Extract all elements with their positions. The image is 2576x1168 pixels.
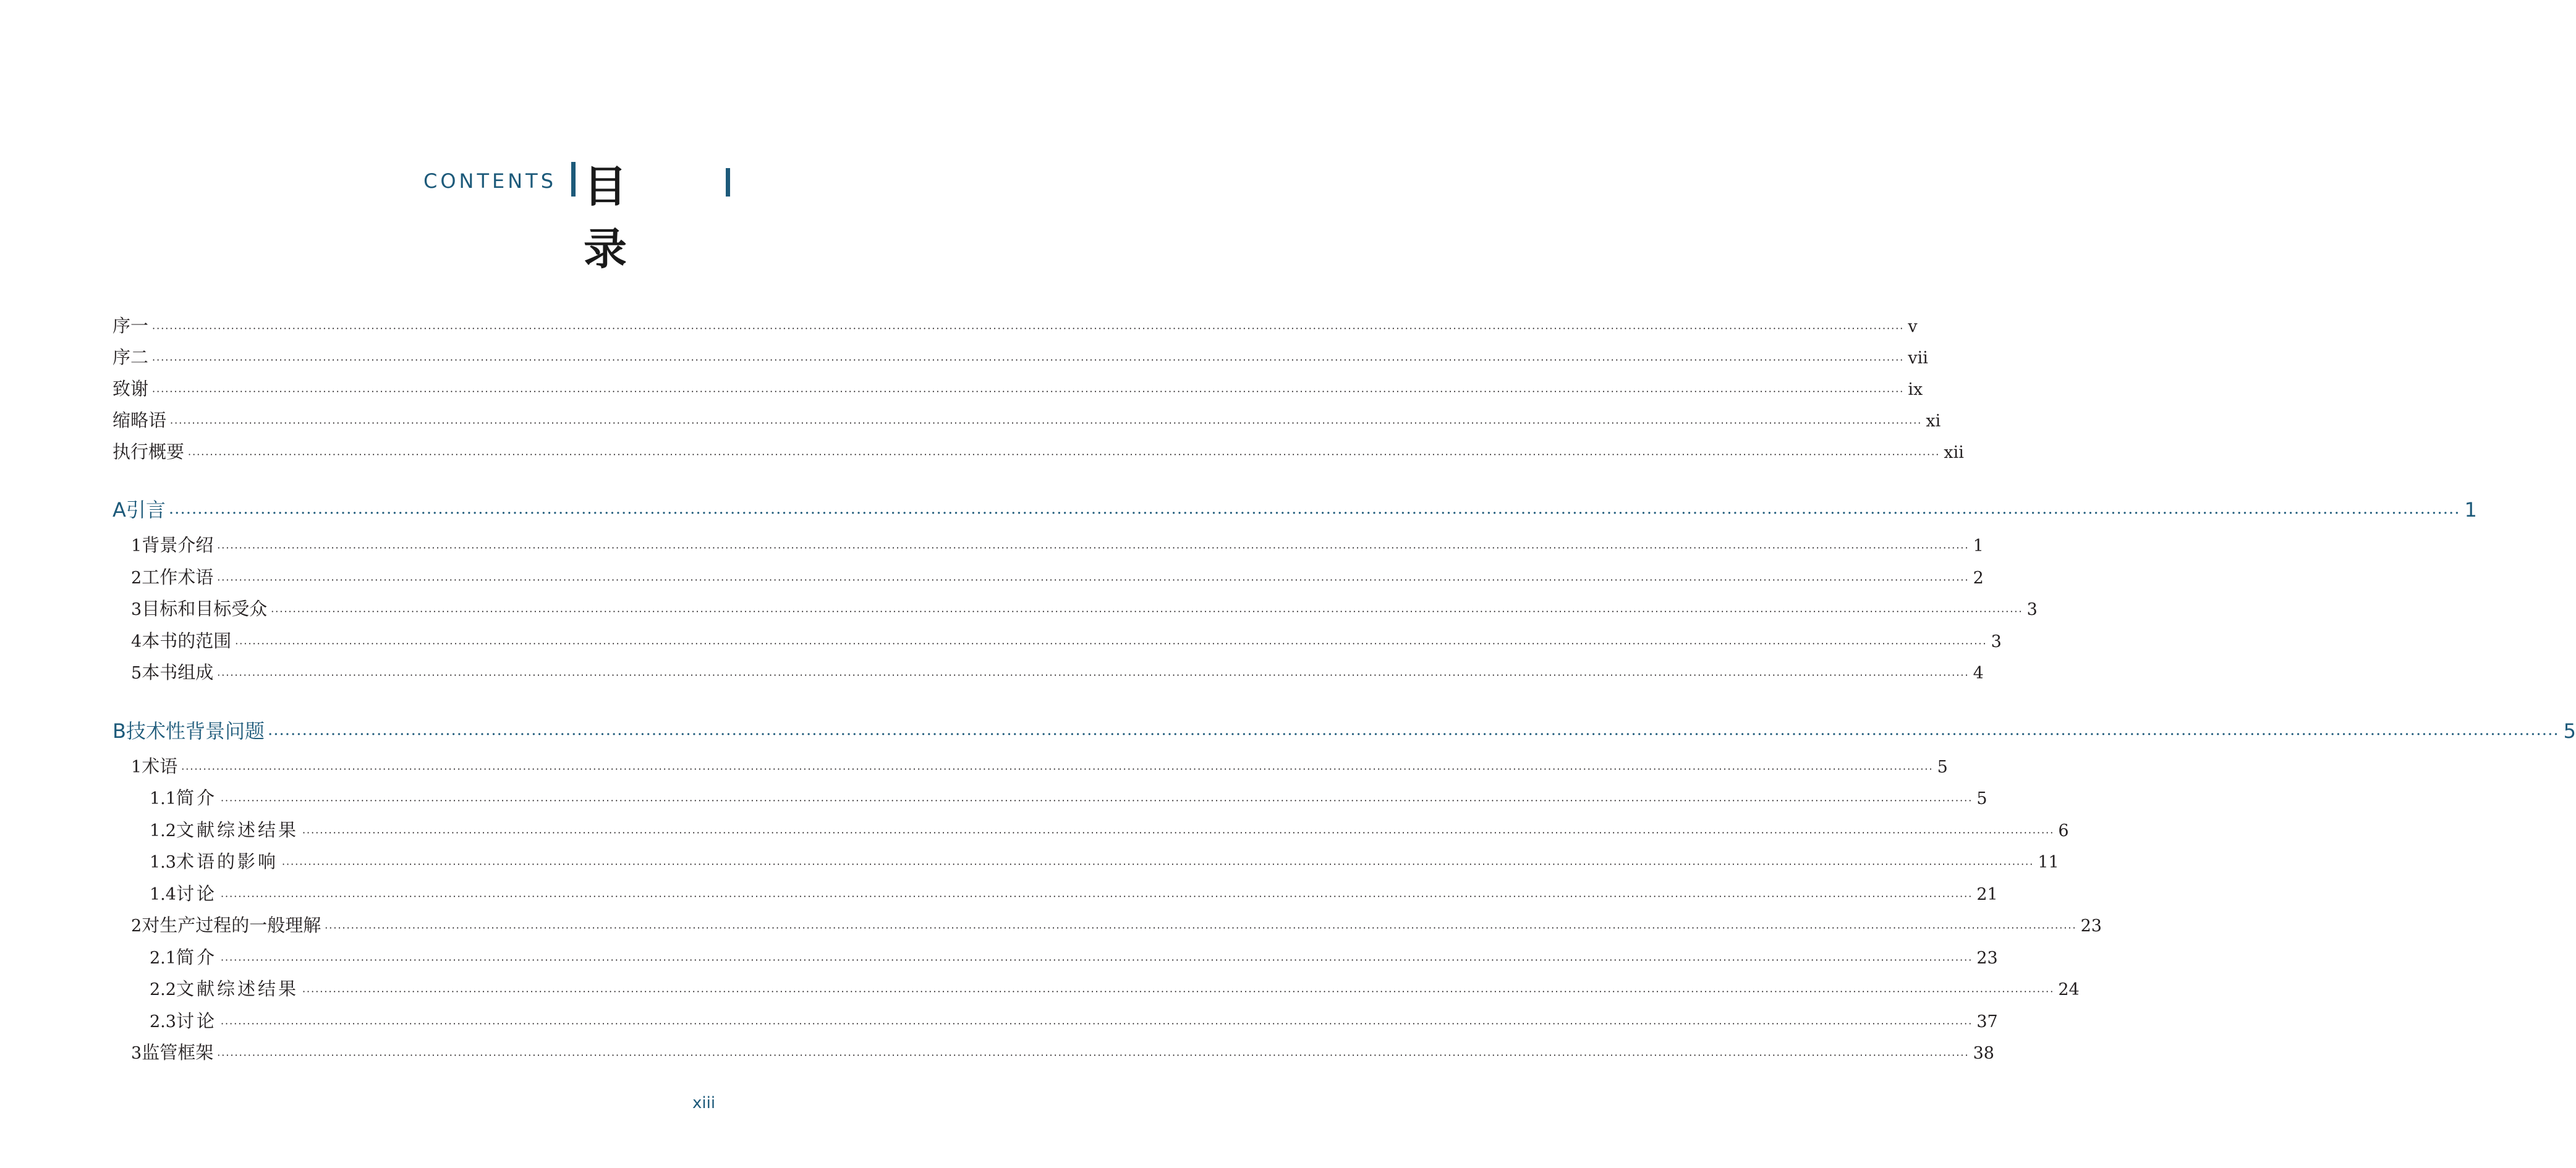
chapter-page: 3 (2026, 600, 2038, 619)
chapter-number: 2 (131, 568, 142, 588)
dot-leader: ················································································································································································································································································································································································································ (220, 890, 1973, 902)
toc-chapter-entry[interactable] (113, 595, 2038, 626)
dot-leader: ················································································································································································································································································································································································································ (152, 386, 1905, 397)
subsection-number: 2.2 (150, 980, 176, 999)
dot-leader: ················································································································································································································································································································································································································ (181, 763, 1934, 775)
toc-chapter-entry[interactable] (113, 564, 1984, 595)
title-bar-left (571, 162, 576, 197)
dot-leader: ················································································································································································································································································································································································································ (217, 542, 1970, 554)
toc-entry-front-matter[interactable] (113, 407, 1941, 438)
subsection-number: 1.4 (150, 884, 176, 904)
toc-subsection-entry[interactable] (113, 1007, 1998, 1038)
contents-heading-en: CONTENTS (423, 169, 556, 193)
toc-chapter-entry[interactable] (113, 912, 2102, 942)
toc-entry-page: ix (1908, 380, 1923, 399)
toc-subsection-entry[interactable] (113, 816, 2069, 847)
subsection-title: 文献综述结果 (176, 819, 299, 840)
dot-leader: ················································································································································································································································································································································································································ (220, 1017, 1973, 1030)
page-number: xiii (692, 1094, 716, 1112)
dot-leader: ················································································································································································································································································································································································································ (188, 449, 1941, 460)
section-letter: B (113, 719, 126, 743)
toc-entry-page: xi (1926, 412, 1941, 431)
chapter-number: 1 (131, 536, 142, 556)
toc-subsection-entry[interactable] (113, 944, 1998, 975)
toc-subsection-entry[interactable] (113, 784, 1987, 815)
subsection-title: 简介 (176, 946, 217, 968)
subsection-page: 37 (1976, 1012, 1998, 1031)
dot-leader: ················································································································································································································································································································································································································ (235, 637, 1987, 650)
chapter-page: 1 (1973, 536, 1984, 556)
subsection-page: 6 (2058, 821, 2069, 840)
chapter-title: 监管框架 (142, 1042, 214, 1063)
toc-chapter-entry[interactable] (113, 1039, 1994, 1070)
section-page: 1 (2464, 498, 2477, 522)
dot-leader: ················································································································································································································································································································································································································ (325, 922, 2077, 934)
toc-entry-front-matter[interactable] (113, 344, 1928, 375)
toc-entry-front-matter[interactable] (113, 438, 1964, 469)
subsection-title: 讨论 (176, 1010, 217, 1031)
section-title: 技术性背景问题 (125, 719, 265, 743)
subsection-number: 2.3 (150, 1012, 176, 1031)
dot-leader: ················································································································································································································································································································································································································ (169, 507, 2461, 520)
toc-chapter-entry[interactable] (113, 753, 1948, 784)
chapter-number: 5 (131, 664, 142, 683)
dot-leader: ················································································································································································································································································································································································································ (152, 354, 1905, 366)
chapter-number: 3 (131, 1044, 142, 1063)
subsection-page: 11 (2038, 853, 2059, 872)
chapter-title: 目标和目标受众 (142, 598, 268, 619)
section-letter: A (113, 498, 126, 522)
subsection-title: 术语的影响 (176, 851, 278, 872)
toc-entry-page: vii (1908, 349, 1928, 368)
dot-leader: ················································································································································································································································································································································································································ (217, 1049, 1970, 1061)
toc-entry-title: 执行概要 (113, 441, 185, 462)
chapter-page: 38 (1973, 1044, 1994, 1063)
chapter-title: 背景介绍 (142, 535, 214, 556)
chapter-title: 本书组成 (142, 662, 214, 683)
chapter-title: 本书的范围 (142, 630, 232, 651)
dot-leader: ················································································································································································································································································································································································································ (217, 573, 1970, 586)
toc-entry-title: 缩略语 (113, 410, 167, 431)
subsection-page: 24 (2058, 980, 2080, 999)
toc-entry-title: 序一 (113, 315, 149, 336)
chapter-number: 4 (131, 632, 142, 651)
subsection-page: 21 (1976, 884, 1998, 904)
toc-entry-front-matter[interactable] (113, 375, 1923, 406)
dot-leader: ················································································································································································································································································································································································································ (281, 858, 2034, 870)
dot-leader: ················································································································································································································································································································································································································ (268, 727, 2560, 741)
toc-entry-front-matter[interactable] (113, 312, 1918, 343)
toc-section-heading[interactable] (113, 494, 2477, 525)
chapter-number: 1 (131, 757, 142, 777)
subsection-number: 1.2 (150, 821, 176, 840)
dot-leader: ················································································································································································································································································································································································································ (220, 795, 1973, 806)
toc-entry-page: v (1908, 317, 1918, 336)
chapter-number: 2 (131, 916, 142, 936)
title-bar-right (726, 168, 730, 197)
toc-entry-title: 致谢 (113, 378, 149, 399)
toc-subsection-entry[interactable] (113, 848, 2059, 879)
dot-leader: ················································································································································································································································································································································································································ (217, 669, 1970, 681)
subsection-title: 文献综述结果 (176, 978, 299, 999)
toc-entry-page: xii (1944, 443, 1964, 462)
chapter-page: 4 (1973, 664, 1984, 683)
section-page: 5 (2563, 719, 2576, 743)
contents-heading-zh: 目录 (584, 161, 670, 274)
chapter-title: 工作术语 (142, 566, 214, 588)
dot-leader: ················································································································································································································································································································································································································ (302, 986, 2055, 997)
chapter-number: 3 (131, 600, 142, 619)
dot-leader: ················································································································································································································································································································································································································ (170, 417, 1923, 429)
dot-leader: ················································································································································································································································································································································································································ (271, 606, 2023, 617)
chapter-title: 术语 (142, 755, 178, 777)
section-title: 引言 (125, 498, 166, 522)
chapter-page: 2 (1973, 568, 1984, 588)
chapter-title: 对生产过程的一般理解 (142, 915, 321, 936)
chapter-page: 23 (2080, 916, 2102, 936)
toc-entry-title: 序二 (113, 347, 149, 368)
subsection-number: 1.3 (150, 853, 176, 872)
dot-leader: ················································································································································································································································································································································································································ (302, 826, 2055, 839)
subsection-page: 5 (1976, 789, 1987, 808)
subsection-number: 1.1 (150, 789, 176, 808)
subsection-page: 23 (1976, 948, 1998, 968)
toc-subsection-entry[interactable] (113, 975, 2080, 1006)
dot-leader: ················································································································································································································································································································································································································ (220, 954, 1973, 966)
toc-section-heading[interactable] (113, 716, 2576, 747)
subsection-title: 讨论 (176, 882, 217, 904)
subsection-title: 简介 (176, 787, 217, 808)
toc-chapter-entry[interactable] (113, 659, 1984, 690)
chapter-page: 3 (1991, 632, 2002, 651)
toc-chapter-entry[interactable] (113, 627, 2002, 658)
dot-leader: ················································································································································································································································································································································································································ (152, 323, 1905, 334)
chapter-page: 5 (1937, 757, 1948, 777)
toc-chapter-entry[interactable] (113, 531, 1984, 562)
subsection-number: 2.1 (150, 948, 176, 968)
page-header (0, 156, 736, 274)
toc-subsection-entry[interactable] (113, 880, 1998, 911)
